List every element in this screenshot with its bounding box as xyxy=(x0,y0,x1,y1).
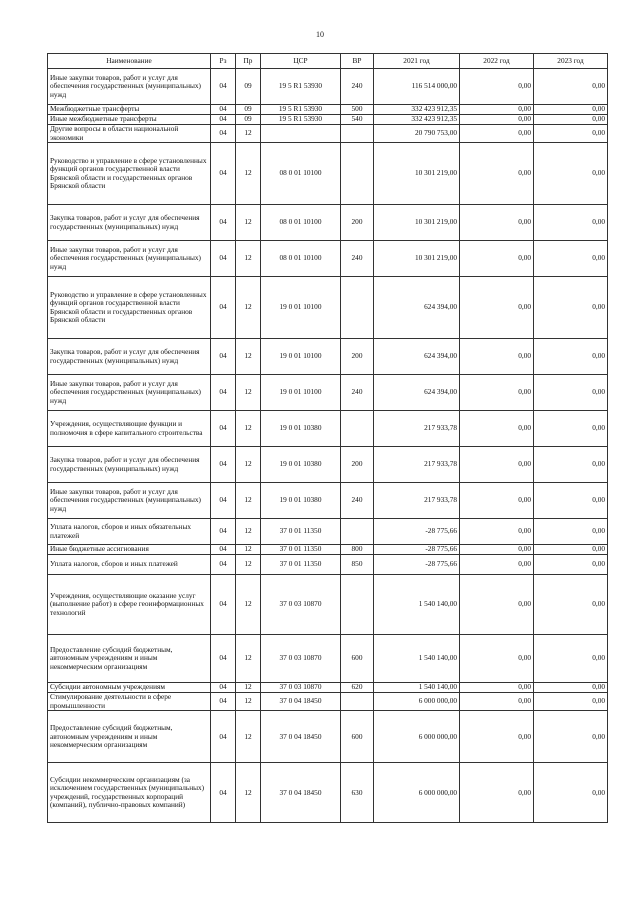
cell-pr: 12 xyxy=(236,483,261,519)
cell-2022: 0,00 xyxy=(460,693,534,711)
cell-2022: 0,00 xyxy=(460,105,534,115)
table-row xyxy=(48,105,608,115)
cell-2023: 0,00 xyxy=(534,711,608,763)
cell-vr: 630 xyxy=(341,763,374,823)
col-header-2022: 2022 год xyxy=(460,54,534,69)
cell-name: Закупка товаров, работ и услуг для обеспечения государственных (муниципальных) нужд xyxy=(48,447,211,483)
cell-vr: 620 xyxy=(341,683,374,693)
cell-2021: 6 000 000,00 xyxy=(374,693,460,711)
cell-vr: 200 xyxy=(341,205,374,241)
cell-vr: 240 xyxy=(341,69,374,105)
cell-2023: 0,00 xyxy=(534,115,608,125)
cell-pr: 09 xyxy=(236,105,261,115)
cell-csr: 08 0 01 10100 xyxy=(261,205,341,241)
col-header-pr: Пр xyxy=(236,54,261,69)
table-header-row xyxy=(48,54,608,69)
cell-name: Межбюджетные трансферты xyxy=(48,105,211,115)
cell-name: Учреждения, осуществляющие функции и полномочия в сфере капитального строительства xyxy=(48,411,211,447)
col-header-2023: 2023 год xyxy=(534,54,608,69)
cell-rz: 04 xyxy=(211,411,236,447)
cell-2022: 0,00 xyxy=(460,555,534,575)
cell-rz: 04 xyxy=(211,683,236,693)
cell-name: Предоставление субсидий бюджетным, автономным учреждениям и иным некоммерческим организациям xyxy=(48,635,211,683)
cell-csr: 19 0 01 10380 xyxy=(261,411,341,447)
cell-2021: 332 423 912,35 xyxy=(374,105,460,115)
cell-vr xyxy=(341,143,374,205)
cell-csr: 37 0 03 10870 xyxy=(261,683,341,693)
cell-vr: 600 xyxy=(341,635,374,683)
cell-2023: 0,00 xyxy=(534,105,608,115)
cell-pr: 09 xyxy=(236,115,261,125)
cell-vr xyxy=(341,125,374,143)
page-number: 10 xyxy=(316,30,324,39)
cell-2022: 0,00 xyxy=(460,115,534,125)
cell-rz: 04 xyxy=(211,143,236,205)
cell-csr: 19 5 R1 53930 xyxy=(261,115,341,125)
cell-2022: 0,00 xyxy=(460,635,534,683)
cell-2023: 0,00 xyxy=(534,447,608,483)
cell-csr: 37 0 01 11350 xyxy=(261,555,341,575)
cell-name: Уплата налогов, сборов и иных обязательных платежей xyxy=(48,519,211,545)
cell-2023: 0,00 xyxy=(534,519,608,545)
cell-vr xyxy=(341,277,374,339)
cell-2022: 0,00 xyxy=(460,519,534,545)
cell-vr: 850 xyxy=(341,555,374,575)
table-row xyxy=(48,125,608,143)
cell-2023: 0,00 xyxy=(534,205,608,241)
cell-pr: 12 xyxy=(236,519,261,545)
cell-2023: 0,00 xyxy=(534,635,608,683)
cell-2021: -28 775,66 xyxy=(374,555,460,575)
cell-2022: 0,00 xyxy=(460,575,534,635)
cell-pr: 12 xyxy=(236,411,261,447)
cell-rz: 04 xyxy=(211,635,236,683)
table-row xyxy=(48,69,608,105)
cell-name: Предоставление субсидий бюджетным, автономным учреждениям и иным некоммерческим организациям xyxy=(48,711,211,763)
cell-vr: 200 xyxy=(341,447,374,483)
cell-csr: 19 5 R1 53930 xyxy=(261,105,341,115)
cell-2023: 0,00 xyxy=(534,375,608,411)
cell-csr: 37 0 01 11350 xyxy=(261,545,341,555)
cell-rz: 04 xyxy=(211,125,236,143)
cell-pr: 12 xyxy=(236,763,261,823)
cell-name: Иные бюджетные ассигнования xyxy=(48,545,211,555)
table-row xyxy=(48,115,608,125)
cell-name: Иные закупки товаров, работ и услуг для обеспечения государственных (муниципальных) нужд xyxy=(48,375,211,411)
table-row xyxy=(48,375,608,411)
cell-vr xyxy=(341,693,374,711)
table-row xyxy=(48,555,608,575)
cell-pr: 12 xyxy=(236,241,261,277)
cell-2023: 0,00 xyxy=(534,69,608,105)
table-row xyxy=(48,241,608,277)
cell-pr: 12 xyxy=(236,447,261,483)
cell-csr: 08 0 01 10100 xyxy=(261,143,341,205)
table-row xyxy=(48,411,608,447)
cell-name: Субсидии некоммерческим организациям (за исключением государственных (муниципальных) учреждений, государственных корпораций (компаний), публично-правовых компаний) xyxy=(48,763,211,823)
cell-2023: 0,00 xyxy=(534,339,608,375)
cell-name: Субсидии автономным учреждениям xyxy=(48,683,211,693)
cell-name: Закупка товаров, работ и услуг для обеспечения государственных (муниципальных) нужд xyxy=(48,205,211,241)
cell-csr: 37 0 04 18450 xyxy=(261,711,341,763)
cell-rz: 04 xyxy=(211,241,236,277)
cell-2023: 0,00 xyxy=(534,143,608,205)
table-row xyxy=(48,447,608,483)
cell-name: Иные закупки товаров, работ и услуг для обеспечения государственных (муниципальных) нужд xyxy=(48,483,211,519)
cell-vr xyxy=(341,411,374,447)
col-header-vr: ВР xyxy=(341,54,374,69)
cell-rz: 04 xyxy=(211,69,236,105)
cell-vr: 500 xyxy=(341,105,374,115)
cell-2022: 0,00 xyxy=(460,545,534,555)
cell-vr xyxy=(341,575,374,635)
cell-2021: 624 394,00 xyxy=(374,339,460,375)
cell-2022: 0,00 xyxy=(460,711,534,763)
cell-name: Иные межбюджетные трансферты xyxy=(48,115,211,125)
cell-csr: 19 0 01 10100 xyxy=(261,339,341,375)
cell-2023: 0,00 xyxy=(534,555,608,575)
cell-2022: 0,00 xyxy=(460,205,534,241)
cell-csr: 19 0 01 10100 xyxy=(261,375,341,411)
cell-2023: 0,00 xyxy=(534,545,608,555)
cell-vr: 600 xyxy=(341,711,374,763)
cell-2021: 6 000 000,00 xyxy=(374,763,460,823)
table-row xyxy=(48,277,608,339)
cell-2022: 0,00 xyxy=(460,339,534,375)
cell-rz: 04 xyxy=(211,545,236,555)
budget-table xyxy=(47,53,608,823)
cell-2021: 624 394,00 xyxy=(374,277,460,339)
cell-2022: 0,00 xyxy=(460,683,534,693)
cell-pr: 12 xyxy=(236,711,261,763)
cell-vr: 240 xyxy=(341,375,374,411)
cell-2023: 0,00 xyxy=(534,683,608,693)
cell-2023: 0,00 xyxy=(534,763,608,823)
cell-2021: 10 301 219,00 xyxy=(374,143,460,205)
table-row xyxy=(48,519,608,545)
col-header-name: Наименование xyxy=(48,54,211,69)
cell-2023: 0,00 xyxy=(534,277,608,339)
cell-2021: 10 301 219,00 xyxy=(374,205,460,241)
cell-2021: 217 933,78 xyxy=(374,483,460,519)
cell-pr: 12 xyxy=(236,693,261,711)
table-row xyxy=(48,693,608,711)
cell-2021: -28 775,66 xyxy=(374,545,460,555)
cell-2021: 20 790 753,00 xyxy=(374,125,460,143)
cell-2023: 0,00 xyxy=(534,575,608,635)
cell-pr: 12 xyxy=(236,375,261,411)
cell-pr: 12 xyxy=(236,635,261,683)
cell-pr: 09 xyxy=(236,69,261,105)
cell-2022: 0,00 xyxy=(460,143,534,205)
table-row xyxy=(48,575,608,635)
cell-rz: 04 xyxy=(211,711,236,763)
cell-rz: 04 xyxy=(211,483,236,519)
cell-2023: 0,00 xyxy=(534,483,608,519)
cell-pr: 12 xyxy=(236,555,261,575)
cell-2022: 0,00 xyxy=(460,277,534,339)
cell-name: Стимулирование деятельности в сфере промышленности xyxy=(48,693,211,711)
cell-pr: 12 xyxy=(236,339,261,375)
cell-rz: 04 xyxy=(211,375,236,411)
cell-2022: 0,00 xyxy=(460,483,534,519)
cell-rz: 04 xyxy=(211,763,236,823)
cell-2021: 332 423 912,35 xyxy=(374,115,460,125)
cell-csr: 08 0 01 10100 xyxy=(261,241,341,277)
cell-rz: 04 xyxy=(211,105,236,115)
cell-pr: 12 xyxy=(236,683,261,693)
cell-rz: 04 xyxy=(211,519,236,545)
cell-pr: 12 xyxy=(236,545,261,555)
cell-pr: 12 xyxy=(236,205,261,241)
cell-vr: 200 xyxy=(341,339,374,375)
cell-name: Другие вопросы в области национальной экономики xyxy=(48,125,211,143)
cell-name: Учреждения, осуществляющие оказание услуг (выполнение работ) в сфере геоинформационных технологий xyxy=(48,575,211,635)
cell-2021: 10 301 219,00 xyxy=(374,241,460,277)
cell-2023: 0,00 xyxy=(534,125,608,143)
cell-pr: 12 xyxy=(236,125,261,143)
cell-2022: 0,00 xyxy=(460,411,534,447)
cell-2021: 6 000 000,00 xyxy=(374,711,460,763)
cell-2022: 0,00 xyxy=(460,241,534,277)
cell-vr xyxy=(341,519,374,545)
cell-2022: 0,00 xyxy=(460,375,534,411)
cell-name: Руководство и управление в сфере установленных функций органов государственной власти Брянской области и государственных органов Брянской области xyxy=(48,277,211,339)
cell-2021: 624 394,00 xyxy=(374,375,460,411)
cell-csr xyxy=(261,125,341,143)
table-row xyxy=(48,683,608,693)
table-body xyxy=(48,69,608,823)
cell-name: Уплата налогов, сборов и иных платежей xyxy=(48,555,211,575)
cell-2023: 0,00 xyxy=(534,693,608,711)
cell-csr: 37 0 04 18450 xyxy=(261,763,341,823)
cell-rz: 04 xyxy=(211,693,236,711)
table-row xyxy=(48,143,608,205)
cell-2023: 0,00 xyxy=(534,411,608,447)
table-row xyxy=(48,483,608,519)
cell-2021: 1 540 140,00 xyxy=(374,683,460,693)
cell-2021: 1 540 140,00 xyxy=(374,635,460,683)
cell-name: Иные закупки товаров, работ и услуг для обеспечения государственных (муниципальных) нужд xyxy=(48,69,211,105)
table-row xyxy=(48,205,608,241)
cell-vr: 240 xyxy=(341,241,374,277)
cell-2021: 1 540 140,00 xyxy=(374,575,460,635)
cell-name: Закупка товаров, работ и услуг для обеспечения государственных (муниципальных) нужд xyxy=(48,339,211,375)
cell-pr: 12 xyxy=(236,575,261,635)
cell-csr: 37 0 03 10870 xyxy=(261,635,341,683)
cell-csr: 37 0 04 18450 xyxy=(261,693,341,711)
cell-csr: 19 0 01 10100 xyxy=(261,277,341,339)
cell-2022: 0,00 xyxy=(460,69,534,105)
cell-csr: 19 0 01 10380 xyxy=(261,483,341,519)
cell-2021: 116 514 000,00 xyxy=(374,69,460,105)
cell-name: Иные закупки товаров, работ и услуг для обеспечения государственных (муниципальных) нужд xyxy=(48,241,211,277)
cell-rz: 04 xyxy=(211,277,236,339)
cell-2022: 0,00 xyxy=(460,125,534,143)
cell-vr: 240 xyxy=(341,483,374,519)
table-row xyxy=(48,635,608,683)
cell-rz: 04 xyxy=(211,339,236,375)
cell-vr: 800 xyxy=(341,545,374,555)
cell-name: Руководство и управление в сфере установленных функций органов государственной власти Брянской области и государственных органов Брянской области xyxy=(48,143,211,205)
cell-2021: 217 933,78 xyxy=(374,411,460,447)
cell-csr: 37 0 03 10870 xyxy=(261,575,341,635)
cell-vr: 540 xyxy=(341,115,374,125)
cell-2021: 217 933,78 xyxy=(374,447,460,483)
cell-2021: -28 775,66 xyxy=(374,519,460,545)
col-header-2021: 2021 год xyxy=(374,54,460,69)
cell-pr: 12 xyxy=(236,277,261,339)
cell-rz: 04 xyxy=(211,575,236,635)
table-row xyxy=(48,711,608,763)
table-row xyxy=(48,339,608,375)
cell-2022: 0,00 xyxy=(460,763,534,823)
col-header-csr: ЦСР xyxy=(261,54,341,69)
cell-2023: 0,00 xyxy=(534,241,608,277)
cell-csr: 37 0 01 11350 xyxy=(261,519,341,545)
cell-2022: 0,00 xyxy=(460,447,534,483)
table-row xyxy=(48,763,608,823)
cell-rz: 04 xyxy=(211,447,236,483)
cell-pr: 12 xyxy=(236,143,261,205)
cell-rz: 04 xyxy=(211,205,236,241)
col-header-rz: Рз xyxy=(211,54,236,69)
cell-rz: 04 xyxy=(211,555,236,575)
table-row xyxy=(48,545,608,555)
cell-rz: 04 xyxy=(211,115,236,125)
cell-csr: 19 5 R1 53930 xyxy=(261,69,341,105)
cell-csr: 19 0 01 10380 xyxy=(261,447,341,483)
